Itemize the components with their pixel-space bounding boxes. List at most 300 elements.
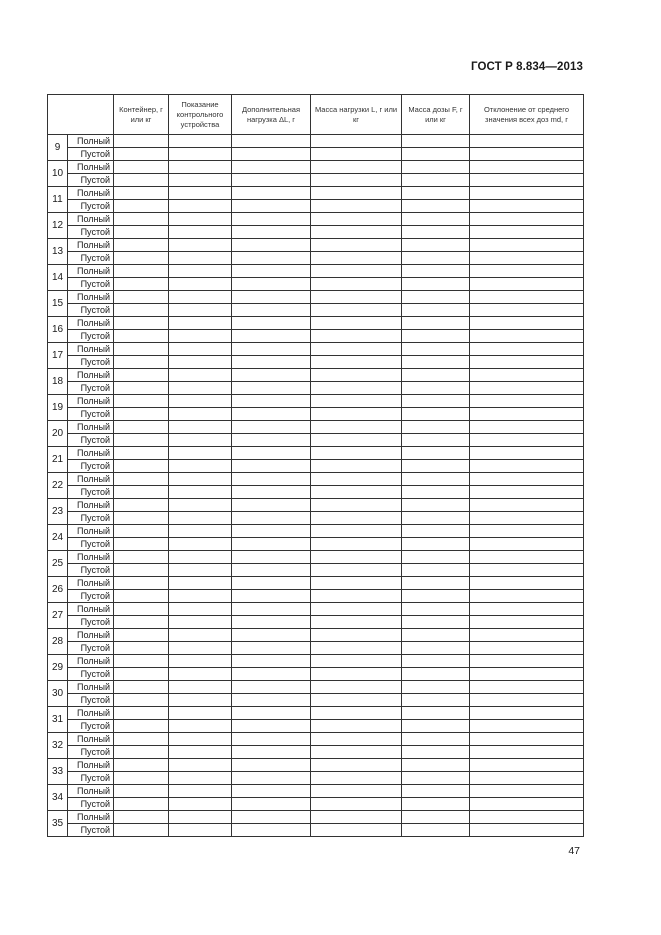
data-cell	[311, 226, 402, 239]
data-cell	[470, 174, 584, 187]
data-cell	[232, 343, 311, 356]
data-cell	[311, 174, 402, 187]
data-cell	[311, 746, 402, 759]
data-cell	[470, 759, 584, 772]
data-cell	[232, 694, 311, 707]
row-number: 29	[48, 655, 68, 681]
data-cell	[169, 187, 232, 200]
data-cell	[232, 447, 311, 460]
data-cell	[311, 538, 402, 551]
data-cell	[114, 187, 169, 200]
data-cell	[470, 213, 584, 226]
data-cell	[470, 694, 584, 707]
data-cell	[402, 551, 470, 564]
table-row	[48, 434, 584, 447]
table-row	[48, 174, 584, 187]
state-full: Полный	[68, 577, 114, 590]
data-cell	[470, 772, 584, 785]
data-cell	[470, 252, 584, 265]
data-cell	[311, 733, 402, 746]
row-number: 21	[48, 447, 68, 473]
data-cell	[470, 291, 584, 304]
row-number: 16	[48, 317, 68, 343]
data-cell	[311, 317, 402, 330]
data-cell	[402, 148, 470, 161]
data-cell	[169, 135, 232, 148]
data-cell	[169, 642, 232, 655]
data-cell	[232, 525, 311, 538]
state-full: Полный	[68, 395, 114, 408]
data-cell	[114, 707, 169, 720]
data-cell	[114, 395, 169, 408]
data-cell	[311, 512, 402, 525]
state-empty: Пустой	[68, 382, 114, 395]
data-cell	[169, 798, 232, 811]
data-cell	[232, 161, 311, 174]
data-cell	[114, 434, 169, 447]
table-row	[48, 356, 584, 369]
data-cell	[311, 694, 402, 707]
data-cell	[402, 200, 470, 213]
table-row	[48, 681, 584, 694]
state-empty: Пустой	[68, 824, 114, 837]
table-row	[48, 200, 584, 213]
state-full: Полный	[68, 369, 114, 382]
page-number: 47	[568, 845, 580, 857]
data-cell	[114, 538, 169, 551]
state-empty: Пустой	[68, 460, 114, 473]
data-cell	[169, 486, 232, 499]
data-cell	[114, 473, 169, 486]
state-full: Полный	[68, 265, 114, 278]
data-cell	[311, 772, 402, 785]
row-number: 12	[48, 213, 68, 239]
table-row	[48, 603, 584, 616]
state-full: Полный	[68, 135, 114, 148]
data-cell	[169, 590, 232, 603]
data-cell	[402, 577, 470, 590]
data-cell	[114, 330, 169, 343]
data-cell	[311, 369, 402, 382]
data-cell	[311, 278, 402, 291]
table-row	[48, 252, 584, 265]
data-cell	[114, 343, 169, 356]
row-number: 20	[48, 421, 68, 447]
row-number: 15	[48, 291, 68, 317]
row-number: 19	[48, 395, 68, 421]
data-cell	[470, 161, 584, 174]
state-full: Полный	[68, 187, 114, 200]
data-cell	[470, 226, 584, 239]
data-cell	[169, 525, 232, 538]
state-empty: Пустой	[68, 746, 114, 759]
header-device-reading: Показание контрольного устройства	[169, 95, 232, 135]
row-number: 11	[48, 187, 68, 213]
data-cell	[402, 135, 470, 148]
data-cell	[311, 161, 402, 174]
data-cell	[232, 707, 311, 720]
data-cell	[114, 590, 169, 603]
table-row	[48, 226, 584, 239]
header-deviation: Отклонение от среднего значения всех доз md, г	[470, 95, 584, 135]
data-cell	[114, 798, 169, 811]
row-number: 10	[48, 161, 68, 187]
table-row	[48, 330, 584, 343]
state-full: Полный	[68, 629, 114, 642]
data-cell	[470, 239, 584, 252]
row-number: 32	[48, 733, 68, 759]
table-row	[48, 720, 584, 733]
measurement-table	[47, 94, 584, 837]
data-cell	[402, 629, 470, 642]
data-cell	[114, 668, 169, 681]
table-row	[48, 616, 584, 629]
data-cell	[114, 421, 169, 434]
table-row	[48, 759, 584, 772]
document-code: ГОСТ Р 8.834—2013	[471, 61, 583, 73]
data-cell	[232, 473, 311, 486]
row-number: 22	[48, 473, 68, 499]
header-dose-mass: Масса дозы F, г или кг	[402, 95, 470, 135]
data-cell	[169, 564, 232, 577]
data-cell	[169, 499, 232, 512]
data-cell	[402, 590, 470, 603]
data-cell	[402, 304, 470, 317]
table-row	[48, 213, 584, 226]
state-empty: Пустой	[68, 148, 114, 161]
data-cell	[232, 135, 311, 148]
data-cell	[402, 213, 470, 226]
data-cell	[402, 187, 470, 200]
data-cell	[470, 668, 584, 681]
row-number: 31	[48, 707, 68, 733]
data-cell	[169, 551, 232, 564]
table-row	[48, 408, 584, 421]
data-cell	[311, 239, 402, 252]
state-full: Полный	[68, 499, 114, 512]
state-full: Полный	[68, 551, 114, 564]
data-cell	[470, 408, 584, 421]
table-row	[48, 304, 584, 317]
table-row	[48, 473, 584, 486]
data-cell	[232, 395, 311, 408]
table-row	[48, 148, 584, 161]
data-cell	[114, 499, 169, 512]
data-cell	[311, 720, 402, 733]
state-full: Полный	[68, 681, 114, 694]
data-cell	[402, 434, 470, 447]
data-cell	[470, 499, 584, 512]
data-cell	[470, 434, 584, 447]
data-cell	[232, 226, 311, 239]
table-row	[48, 590, 584, 603]
state-full: Полный	[68, 447, 114, 460]
table-row	[48, 460, 584, 473]
table-header-row	[48, 95, 584, 135]
data-cell	[311, 304, 402, 317]
table-body	[48, 135, 584, 837]
data-cell	[169, 343, 232, 356]
table-row	[48, 187, 584, 200]
table-row	[48, 551, 584, 564]
data-cell	[311, 265, 402, 278]
data-cell	[232, 200, 311, 213]
data-cell	[311, 681, 402, 694]
state-empty: Пустой	[68, 304, 114, 317]
data-cell	[169, 473, 232, 486]
data-cell	[470, 577, 584, 590]
data-cell	[169, 460, 232, 473]
data-cell	[232, 668, 311, 681]
data-cell	[402, 642, 470, 655]
data-cell	[402, 395, 470, 408]
data-cell	[169, 317, 232, 330]
data-cell	[311, 499, 402, 512]
table-row	[48, 798, 584, 811]
table-row	[48, 785, 584, 798]
data-cell	[402, 798, 470, 811]
data-cell	[232, 174, 311, 187]
data-cell	[232, 356, 311, 369]
data-cell	[169, 213, 232, 226]
data-cell	[470, 421, 584, 434]
data-cell	[169, 577, 232, 590]
data-cell	[169, 785, 232, 798]
header-additional-load: Дополнительная нагрузка ΔL, г	[232, 95, 311, 135]
data-cell	[114, 772, 169, 785]
data-cell	[402, 772, 470, 785]
state-full: Полный	[68, 785, 114, 798]
data-cell	[232, 408, 311, 421]
data-cell	[402, 538, 470, 551]
state-empty: Пустой	[68, 642, 114, 655]
data-cell	[470, 525, 584, 538]
data-cell	[232, 421, 311, 434]
data-cell	[470, 382, 584, 395]
data-cell	[114, 291, 169, 304]
data-cell	[470, 811, 584, 824]
data-cell	[232, 369, 311, 382]
data-cell	[402, 486, 470, 499]
data-cell	[402, 499, 470, 512]
data-cell	[402, 668, 470, 681]
data-cell	[402, 655, 470, 668]
data-cell	[114, 759, 169, 772]
data-cell	[470, 590, 584, 603]
data-cell	[232, 759, 311, 772]
table-row	[48, 668, 584, 681]
data-cell	[470, 343, 584, 356]
data-cell	[311, 668, 402, 681]
row-number: 24	[48, 525, 68, 551]
table-row	[48, 577, 584, 590]
state-full: Полный	[68, 655, 114, 668]
data-cell	[470, 512, 584, 525]
data-cell	[470, 317, 584, 330]
data-cell	[169, 603, 232, 616]
table-row	[48, 824, 584, 837]
data-cell	[470, 564, 584, 577]
data-cell	[169, 512, 232, 525]
data-cell	[311, 330, 402, 343]
data-cell	[232, 382, 311, 395]
data-cell	[311, 577, 402, 590]
data-cell	[232, 278, 311, 291]
state-full: Полный	[68, 213, 114, 226]
row-number: 9	[48, 135, 68, 161]
data-cell	[470, 681, 584, 694]
table-row	[48, 746, 584, 759]
data-cell	[402, 564, 470, 577]
row-number: 14	[48, 265, 68, 291]
state-full: Полный	[68, 161, 114, 174]
table-row	[48, 291, 584, 304]
data-cell	[402, 382, 470, 395]
data-cell	[402, 369, 470, 382]
state-full: Полный	[68, 603, 114, 616]
data-cell	[114, 200, 169, 213]
data-cell	[232, 213, 311, 226]
data-cell	[402, 421, 470, 434]
data-cell	[232, 603, 311, 616]
table-row	[48, 512, 584, 525]
data-cell	[169, 421, 232, 434]
state-empty: Пустой	[68, 356, 114, 369]
data-cell	[232, 291, 311, 304]
data-cell	[402, 733, 470, 746]
state-empty: Пустой	[68, 564, 114, 577]
state-full: Полный	[68, 733, 114, 746]
data-cell	[169, 772, 232, 785]
header-load-mass: Масса нагрузки L, г или кг	[311, 95, 402, 135]
data-cell	[114, 161, 169, 174]
data-cell	[402, 226, 470, 239]
table-row	[48, 278, 584, 291]
data-cell	[169, 395, 232, 408]
data-cell	[311, 252, 402, 265]
data-cell	[169, 291, 232, 304]
data-cell	[470, 135, 584, 148]
table-row	[48, 733, 584, 746]
data-cell	[402, 746, 470, 759]
data-cell	[232, 486, 311, 499]
data-cell	[169, 720, 232, 733]
data-cell	[114, 551, 169, 564]
data-cell	[169, 824, 232, 837]
data-cell	[169, 369, 232, 382]
data-cell	[114, 811, 169, 824]
data-cell	[232, 746, 311, 759]
data-cell	[402, 174, 470, 187]
data-cell	[470, 304, 584, 317]
data-cell	[402, 330, 470, 343]
table-row	[48, 525, 584, 538]
data-cell	[470, 538, 584, 551]
data-cell	[169, 330, 232, 343]
data-cell	[114, 603, 169, 616]
data-cell	[402, 811, 470, 824]
state-full: Полный	[68, 473, 114, 486]
table-row	[48, 486, 584, 499]
data-cell	[169, 434, 232, 447]
data-cell	[232, 330, 311, 343]
data-cell	[470, 369, 584, 382]
data-cell	[169, 200, 232, 213]
data-cell	[470, 798, 584, 811]
data-cell	[114, 252, 169, 265]
data-cell	[311, 395, 402, 408]
data-cell	[470, 655, 584, 668]
state-empty: Пустой	[68, 174, 114, 187]
data-cell	[232, 733, 311, 746]
data-cell	[311, 148, 402, 161]
table-row	[48, 772, 584, 785]
table-row	[48, 707, 584, 720]
data-cell	[470, 148, 584, 161]
data-cell	[232, 460, 311, 473]
table-row	[48, 655, 584, 668]
data-cell	[470, 720, 584, 733]
data-cell	[232, 148, 311, 161]
data-cell	[402, 824, 470, 837]
data-cell	[114, 785, 169, 798]
data-cell	[232, 772, 311, 785]
state-empty: Пустой	[68, 772, 114, 785]
data-cell	[311, 460, 402, 473]
data-cell	[470, 473, 584, 486]
data-cell	[311, 421, 402, 434]
table-row	[48, 538, 584, 551]
data-cell	[470, 707, 584, 720]
data-cell	[470, 447, 584, 460]
table-row	[48, 629, 584, 642]
data-cell	[169, 174, 232, 187]
data-cell	[402, 317, 470, 330]
table-row	[48, 239, 584, 252]
data-cell	[470, 187, 584, 200]
state-full: Полный	[68, 811, 114, 824]
data-cell	[232, 655, 311, 668]
data-cell	[114, 356, 169, 369]
data-cell	[311, 824, 402, 837]
data-cell	[470, 733, 584, 746]
table-row	[48, 421, 584, 434]
data-cell	[114, 174, 169, 187]
state-empty: Пустой	[68, 668, 114, 681]
data-cell	[169, 811, 232, 824]
data-cell	[232, 616, 311, 629]
data-cell	[311, 213, 402, 226]
data-cell	[114, 317, 169, 330]
data-cell	[232, 720, 311, 733]
data-cell	[114, 616, 169, 629]
table-row	[48, 135, 584, 148]
state-empty: Пустой	[68, 720, 114, 733]
header-container: Контейнер, г или кг	[114, 95, 169, 135]
data-cell	[311, 135, 402, 148]
table-row	[48, 265, 584, 278]
data-cell	[169, 148, 232, 161]
row-number: 28	[48, 629, 68, 655]
data-cell	[402, 473, 470, 486]
data-cell	[114, 655, 169, 668]
data-cell	[311, 629, 402, 642]
data-cell	[232, 265, 311, 278]
data-cell	[232, 629, 311, 642]
row-number: 30	[48, 681, 68, 707]
row-number: 17	[48, 343, 68, 369]
table-row	[48, 395, 584, 408]
